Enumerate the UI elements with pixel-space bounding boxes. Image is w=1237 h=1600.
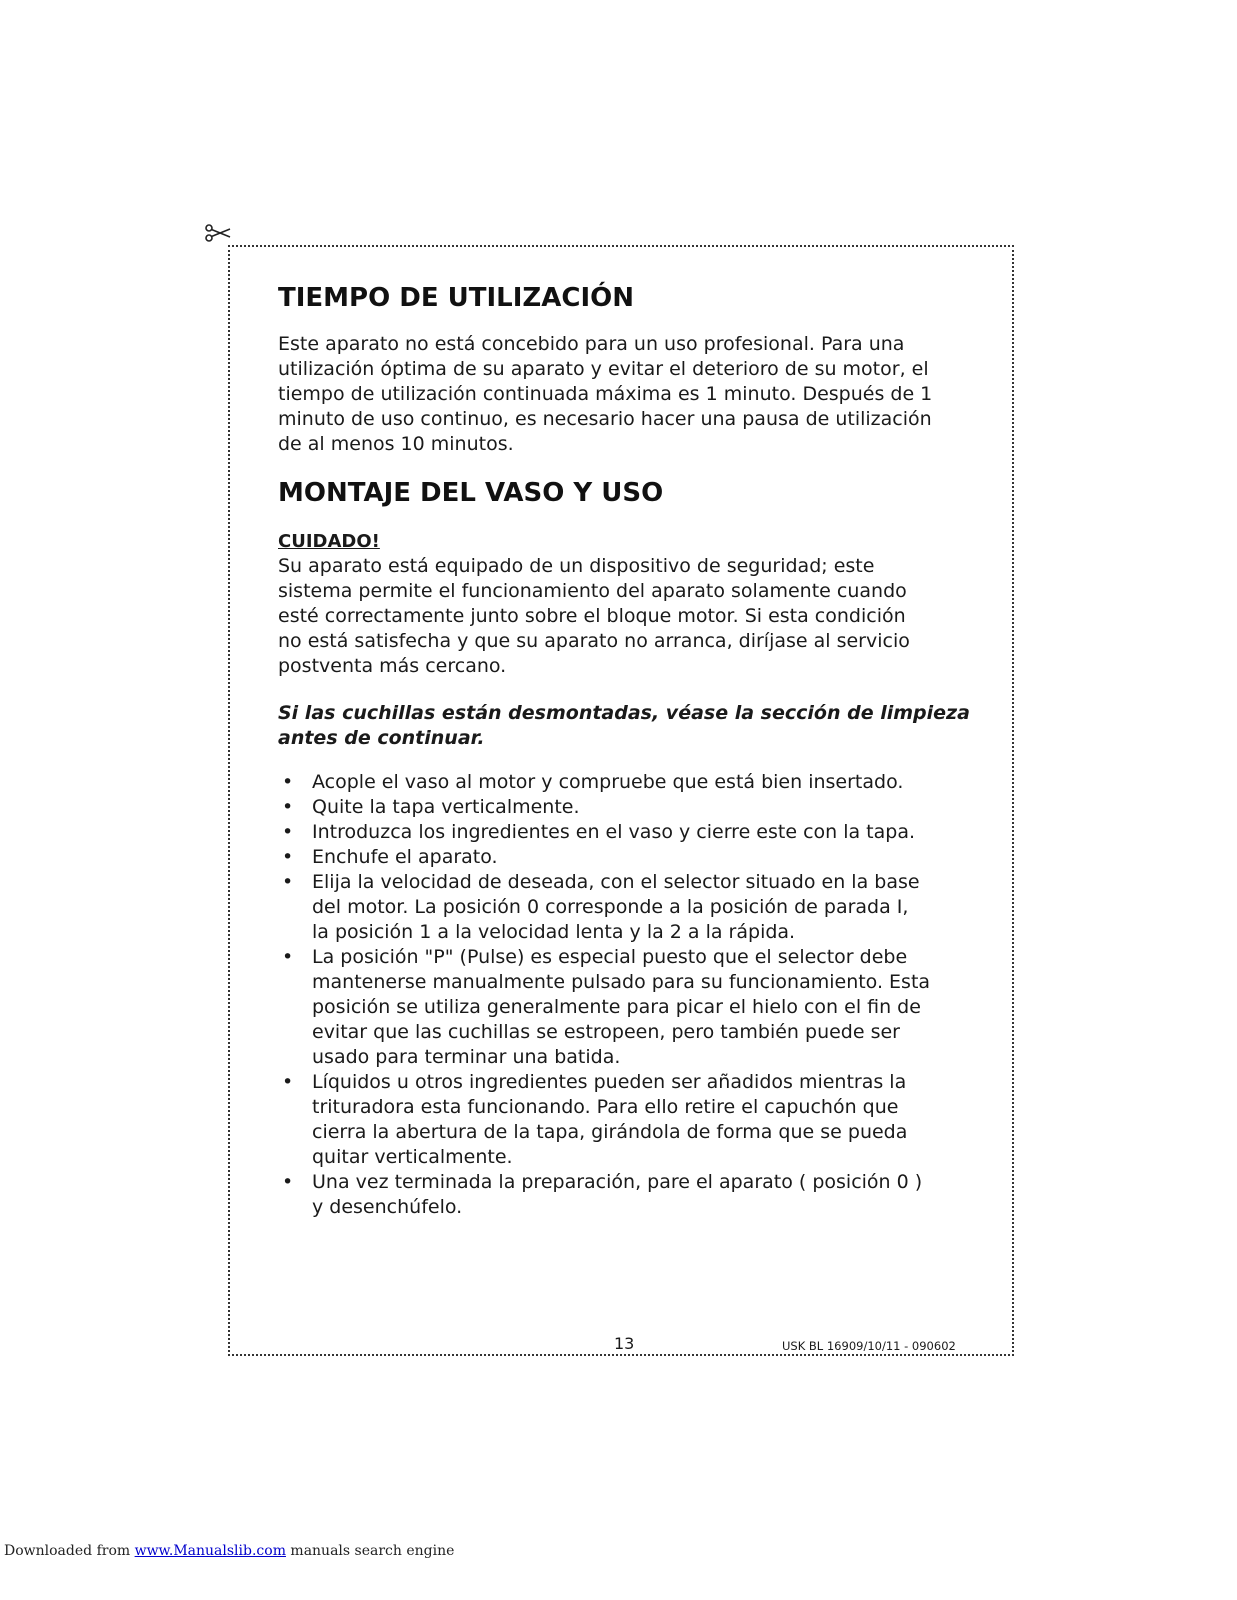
text-line: la posición 1 a la velocidad lenta y la 2 a la rápida. bbox=[312, 921, 796, 943]
text-line: Si las cuchillas están desmontadas, véase la sección de limpieza bbox=[278, 702, 970, 724]
text-line: Una vez terminada la preparación, pare el aparato ( posición 0 ) bbox=[312, 1171, 923, 1193]
bullet-icon: • bbox=[282, 796, 294, 818]
text-line: postventa más cercano. bbox=[278, 655, 507, 677]
list-item bbox=[278, 1070, 978, 1170]
usage-time-paragraph bbox=[278, 332, 978, 457]
text-line: Enchufe el aparato. bbox=[312, 846, 498, 868]
bullet-icon: • bbox=[282, 821, 294, 843]
text-line: Elija la velocidad de deseada, con el selector situado en la base bbox=[312, 871, 920, 893]
caution-paragraph bbox=[278, 554, 978, 679]
instructions-list bbox=[278, 770, 978, 1220]
download-footer bbox=[4, 1542, 454, 1560]
text-line: antes de continuar. bbox=[278, 727, 485, 749]
text-line: mantenerse manualmente pulsado para su funcionamiento. Esta bbox=[312, 971, 931, 993]
text-line: Quite la tapa verticalmente. bbox=[312, 796, 580, 818]
text-line: sistema permite el funcionamiento del aparato solamente cuando bbox=[278, 580, 907, 602]
caution-heading: CUIDADO! bbox=[278, 531, 380, 552]
document-code: USK BL 16909/10/11 - 090602 bbox=[782, 1339, 956, 1353]
text-line: trituradora esta funcionando. Para ello retire el capuchón que bbox=[312, 1096, 899, 1118]
list-item bbox=[278, 820, 978, 845]
text-line: del motor. La posición 0 corresponde a la posición de parada I, bbox=[312, 896, 909, 918]
section-title-usage-time: TIEMPO DE UTILIZACIÓN bbox=[278, 283, 635, 313]
page-content bbox=[278, 280, 978, 1220]
text-line: utilización óptima de su aparato y evitar el deterioro de su motor, el bbox=[278, 358, 929, 380]
text-line: minuto de uso continuo, es necesario hacer una pausa de utilización bbox=[278, 408, 932, 430]
text-line: Líquidos u otros ingredientes pueden ser añadidos mientras la bbox=[312, 1071, 907, 1093]
text-line: Acople el vaso al motor y compruebe que está bien insertado. bbox=[312, 771, 904, 793]
text-line: quitar verticalmente. bbox=[312, 1146, 513, 1168]
text-line: Este aparato no está concebido para un uso profesional. Para una bbox=[278, 333, 905, 355]
manualslib-link[interactable]: www.Manualslib.com bbox=[134, 1543, 286, 1559]
list-item bbox=[278, 870, 978, 945]
footer-suffix: manuals search engine bbox=[285, 1543, 455, 1559]
text-line: posición se utiliza generalmente para picar el hielo con el fin de bbox=[312, 996, 921, 1018]
section-title-assembly-use: MONTAJE DEL VASO Y USO bbox=[278, 478, 664, 508]
text-line: esté correctamente junto sobre el bloque motor. Si esta condición bbox=[278, 605, 906, 627]
text-line: La posición "P" (Pulse) es especial puesto que el selector debe bbox=[312, 946, 908, 968]
text-line: y desenchúfelo. bbox=[312, 1196, 463, 1218]
text-line: usado para terminar una batida. bbox=[312, 1046, 621, 1068]
text-line: Introduzca los ingredientes en el vaso y cierre este con la tapa. bbox=[312, 821, 916, 843]
text-line: evitar que las cuchillas se estropeen, pero también puede ser bbox=[312, 1021, 900, 1043]
text-line: no está satisfecha y que su aparato no arranca, diríjase al servicio bbox=[278, 630, 910, 652]
bullet-icon: • bbox=[282, 871, 294, 893]
list-item bbox=[278, 1170, 978, 1220]
list-item bbox=[278, 795, 978, 820]
footer-prefix: Downloaded from bbox=[4, 1543, 135, 1559]
bullet-icon: • bbox=[282, 1171, 294, 1193]
text-line: cierra la abertura de la tapa, girándola de forma que se pueda bbox=[312, 1121, 908, 1143]
bullet-icon: • bbox=[282, 771, 294, 793]
text-line: Su aparato está equipado de un dispositivo de seguridad; este bbox=[278, 555, 875, 577]
scissors-icon bbox=[204, 222, 232, 244]
list-item bbox=[278, 845, 978, 870]
text-line: tiempo de utilización continuada máxima es 1 minuto. Después de 1 bbox=[278, 383, 933, 405]
bullet-icon: • bbox=[282, 946, 294, 968]
blades-note bbox=[278, 701, 978, 751]
list-item bbox=[278, 945, 978, 1070]
bullet-icon: • bbox=[282, 846, 294, 868]
text-line: de al menos 10 minutos. bbox=[278, 433, 514, 455]
bullet-icon: • bbox=[282, 1071, 294, 1093]
list-item bbox=[278, 770, 978, 795]
page-number: 13 bbox=[614, 1334, 635, 1353]
